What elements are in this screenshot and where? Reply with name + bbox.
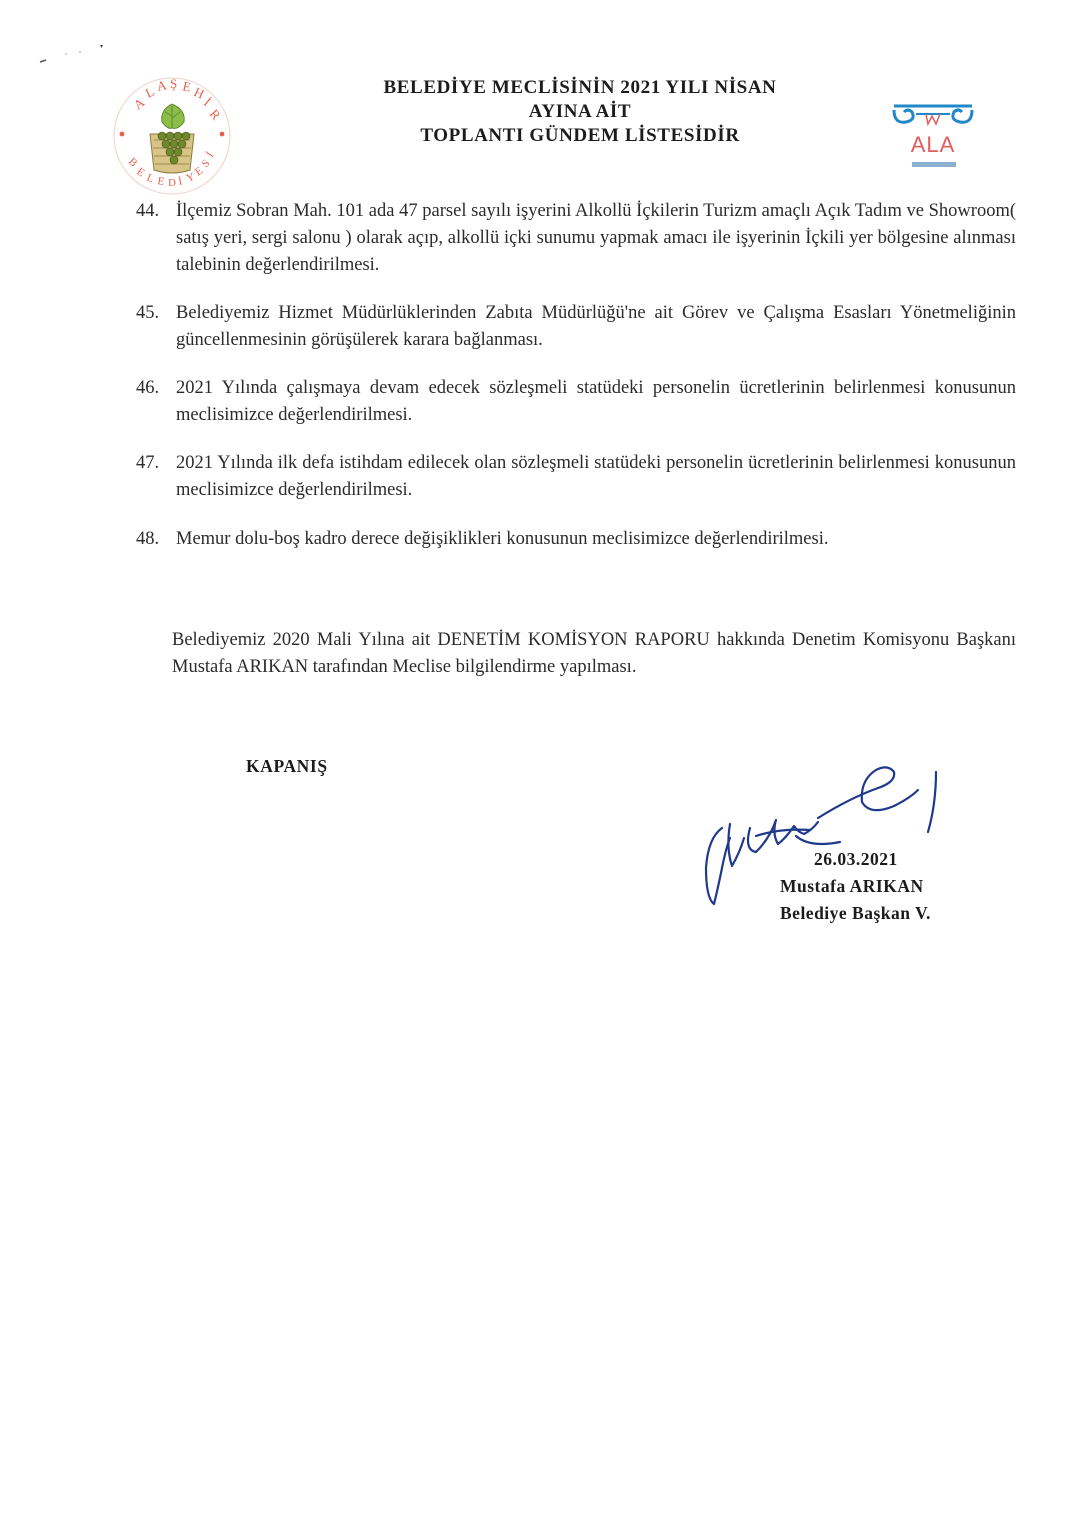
agenda-item-48 bbox=[136, 526, 1016, 553]
svg-text:L: L bbox=[144, 171, 156, 186]
agenda-item-44 bbox=[136, 198, 1016, 279]
agenda-item-45 bbox=[136, 300, 1016, 354]
svg-text:E: E bbox=[134, 165, 147, 180]
svg-text:H: H bbox=[191, 84, 207, 102]
agenda-item-text: İlçemiz Sobran Mah. 101 ada 47 parsel sayılı işyerini Alkollü İçkilerin Turizm amaçlı Açık Tadım ve Showroom( satış yeri, sergi salonu ) olarak açıp, alkollü içki sunumu yapmak amacı ile işyerinin İçkili yer bölgesine alınması talebinin değerlendirilmesi. bbox=[176, 201, 1016, 275]
svg-text:İ: İ bbox=[177, 175, 184, 188]
svg-text:S: S bbox=[199, 157, 213, 171]
title-line: AYINA AİT bbox=[528, 101, 632, 122]
svg-text:A: A bbox=[155, 77, 168, 94]
svg-text:E: E bbox=[181, 78, 193, 95]
agenda-item-text: Memur dolu-boş kadro derece değişiklikleri konusunun meclisimizce değerlendirilmesi. bbox=[176, 529, 829, 549]
agenda-item-number: 45. bbox=[136, 303, 160, 323]
agenda-item-46 bbox=[136, 375, 1016, 429]
signature-block bbox=[780, 846, 931, 927]
svg-text:İ: İ bbox=[204, 150, 217, 160]
info-paragraph: Belediyemiz 2020 Mali Yılına ait DENETİM KOMİSYON RAPORU hakkında Denetim Komisyonu Başkanı Mustafa ARIKAN tarafından Meclise bilgilendirme yapılması. bbox=[172, 630, 1016, 677]
svg-text:L: L bbox=[142, 83, 157, 101]
agenda-item-text: 2021 Yılında çalışmaya devam edecek sözleşmeli statüdeki personelin ücretlerinin belirlenmesi konusunun meclisimizce değerlendirilmesi. bbox=[176, 378, 1016, 425]
agenda-item-text: Belediyemiz Hizmet Müdürlüklerinden Zabıta Müdürlüğü'ne ait Görev ve Çalışma Esasları Yönetmeliğinin güncellenmesinin görüşülerek karara bağlanması. bbox=[176, 303, 1016, 350]
svg-text:D: D bbox=[168, 177, 176, 189]
agenda-item-47 bbox=[136, 450, 1016, 504]
svg-text:İ: İ bbox=[201, 94, 214, 110]
ala-column-capital-logo-icon bbox=[888, 96, 978, 176]
svg-text:ALA: ALA bbox=[910, 132, 956, 157]
svg-text:Y: Y bbox=[184, 170, 197, 185]
document-title bbox=[300, 76, 860, 148]
alasehir-municipality-seal-icon bbox=[108, 74, 236, 198]
signature-date: 26.03.2021 bbox=[814, 849, 898, 869]
agenda-item-number: 48. bbox=[136, 529, 160, 549]
svg-text:B: B bbox=[125, 155, 140, 170]
municipality-seal bbox=[108, 74, 236, 198]
signatory-title: Belediye Başkan V. bbox=[780, 903, 931, 923]
signatory-name: Mustafa ARIKAN bbox=[780, 876, 924, 896]
svg-text:R: R bbox=[206, 106, 224, 123]
title-line: BELEDİYE MECLİSİNİN 2021 YILI NİSAN bbox=[383, 77, 777, 98]
ala-logo bbox=[888, 96, 978, 176]
svg-text:E: E bbox=[192, 164, 206, 179]
svg-text:Ş: Ş bbox=[170, 76, 178, 91]
agenda-item-text: 2021 Yılında ilk defa istihdam edilecek olan sözleşmeli statüdeki personelin ücretlerinin belirlenmesi konusunun meclisimizce değerlendirilmesi. bbox=[176, 453, 1016, 500]
agenda-item-number: 47. bbox=[136, 453, 160, 473]
agenda-item-number: 44. bbox=[136, 201, 160, 221]
agenda-item-number: 46. bbox=[136, 378, 160, 398]
scan-specks bbox=[28, 40, 118, 70]
svg-text:A: A bbox=[130, 94, 148, 113]
svg-text:E: E bbox=[156, 175, 166, 189]
closing-heading: KAPANIŞ bbox=[246, 756, 328, 776]
title-line: TOPLANTI GÜNDEM LİSTESİDİR bbox=[420, 125, 740, 146]
